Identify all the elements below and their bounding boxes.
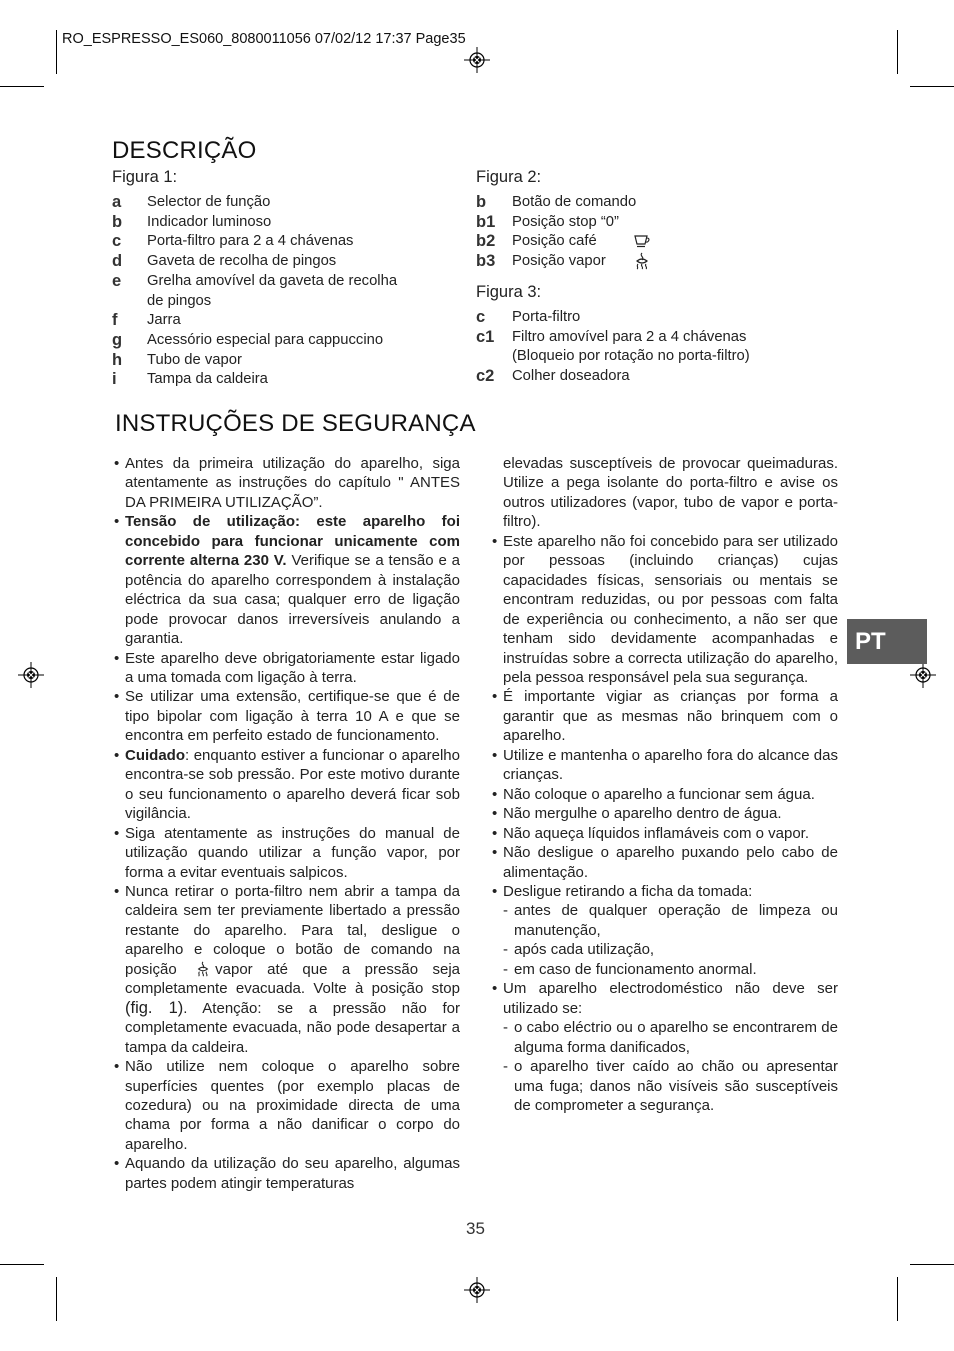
bullet-item: • Não aqueça líquidos inflamáveis com o vapor.: [492, 824, 810, 842]
bullet-item: • Nunca retirar o porta-filtro nem abrir a tampa da caldeira sem ter previamente libertado a pressão restante do aparelho. Para tal, desligue o aparelho e coloque o botão de comando na posição vapor até que a pressão seja completamente evacuada. Volte à posição stop (fig. 1). Atenção: se a pressão não for completamente evacuada, não pode desapertar a tampa da caldeira.: [114, 882, 460, 1056]
legend-key: c2: [476, 367, 495, 386]
legend-text: (Bloqueio por rotação no porta-filtro): [512, 348, 750, 365]
legend-key: b3: [476, 252, 496, 271]
bullet-item: • Aquando da utilização do seu aparelho, algumas partes podem atingir temperaturas: [114, 1155, 460, 1192]
legend-text: Gaveta de recolha de pingos: [147, 253, 337, 270]
legend-text: Jarra: [147, 312, 181, 329]
crop-mark: [897, 1277, 898, 1321]
sub-item: - em caso de funcionamento anormal.: [503, 960, 757, 978]
crop-mark: [897, 30, 898, 74]
legend-key: e: [112, 271, 122, 290]
language-tab: PT: [847, 619, 927, 664]
figure-2-legend: [476, 192, 836, 272]
legend-key: b: [112, 212, 123, 231]
legend-key: c: [112, 232, 122, 251]
bullet-item: • Não desligue o aparelho puxando pelo cabo de alimentação.: [492, 844, 838, 881]
sub-list: [492, 1018, 838, 1115]
steam-icon: [633, 252, 651, 270]
legend-key: f: [112, 311, 118, 330]
sub-item: - o aparelho tiver caído ao chão ou apresentar uma fuga; danos não visíveis são susceptíveis de comprometer a segurança.: [503, 1058, 838, 1114]
legend-key: b1: [476, 212, 496, 231]
bullet-item: • Não utilize nem coloque o aparelho sobre superfícies quentes (por exemplo placas de cozedura) ou na proximidade directa de uma chama por forma a não danificar o corpo do aparelho.: [114, 1058, 460, 1153]
crop-mark: [56, 1277, 57, 1321]
registration-mark-icon: [464, 47, 490, 73]
legend-text: Posição vapor: [512, 253, 606, 270]
sub-item: - após cada utilização,: [503, 941, 655, 959]
sub-item: - antes de qualquer operação de limpeza ou manutenção,: [503, 902, 838, 939]
figure-1-title: Figura 1:: [112, 168, 178, 186]
figure-3-title: Figura 3:: [476, 283, 542, 301]
registration-mark-icon: [18, 662, 44, 688]
crop-mark: [0, 1264, 44, 1265]
legend-key: h: [112, 350, 123, 369]
bullet-item: • Siga atentamente as instruções do manual de utilização quando utilizar a função vapor, por forma a evitar eventuais salpicos.: [114, 824, 460, 881]
bullet-item: • Cuidado: enquanto estiver a funcionar o aparelho encontra-se sob pressão. Por este motivo durante o seu funcionamento o aparelho deverá ficar sob vigilância.: [114, 746, 460, 823]
bullet-item: • Utilize e mantenha o aparelho fora do alcance das crianças.: [492, 746, 838, 784]
figure-reference: (fig. 1): [125, 998, 184, 1017]
legend-key: a: [112, 193, 122, 211]
section-title-descricao: DESCRIÇÃO: [112, 137, 257, 164]
crop-mark: [910, 1264, 954, 1265]
legend-text: Filtro amovível para 2 a 4 chávenas: [512, 328, 747, 345]
legend-text: Indicador luminoso: [147, 213, 272, 230]
section-title-seguranca: INSTRUÇÕES DE SEGURANÇA: [115, 410, 476, 437]
legend-text: Porta-filtro: [512, 309, 581, 325]
legend-key: c: [476, 308, 486, 326]
legend-text: Posição stop “0”: [512, 213, 619, 230]
registration-mark-icon: [464, 1277, 490, 1303]
steam-icon: [195, 961, 211, 977]
legend-key: d: [112, 252, 123, 271]
bullet-item: • É importante vigiar as crianças por forma a garantir que as mesmas não brinquem com o aparelho.: [492, 688, 838, 745]
legend-key: i: [112, 370, 117, 389]
legend-text: Botão de comando: [512, 194, 637, 210]
legend-text: Tubo de vapor: [147, 351, 242, 368]
safety-right-column: [492, 454, 838, 1115]
legend-text: Tampa da caldeira: [147, 371, 268, 388]
bullet-item: • Este aparelho deve obrigatoriamente estar ligado a uma tomada com ligação à terra.: [114, 649, 460, 686]
registration-mark-icon: [910, 662, 936, 688]
safety-left-column: [114, 454, 460, 1193]
crop-mark: [56, 30, 57, 74]
legend-text: Colher doseadora: [512, 368, 630, 385]
figure-3-legend: [476, 307, 836, 387]
print-header: RO_ESPRESSO_ES060_8080011056 07/02/12 17:37 Page35: [62, 31, 466, 47]
legend-text: Posição café: [512, 233, 597, 250]
legend-key: c1: [476, 327, 495, 346]
bullet-item: • Desligue retirando a ficha da tomada:: [492, 882, 753, 900]
legend-text: Grelha amovível da gaveta de recolha: [147, 272, 398, 289]
bullet-item: • Antes da primeira utilização do aparelho, siga atentamente as instruções do capítulo " ANTES DA PRIMEIRA UTILIZAÇÃO”.: [114, 455, 460, 511]
bullet-item: • Não coloque o aparelho a funcionar sem água.: [492, 785, 815, 803]
sub-item: - o cabo eléctrio ou o aparelho se encontrarem de alguma forma danificados,: [503, 1019, 838, 1056]
bullet-item: • Se utilizar uma extensão, certifique-se que é de tipo bipolar com ligação à terra 10 A e que se encontra em perfeito estado de funcionamento.: [114, 688, 460, 745]
legend-key: b: [476, 193, 487, 211]
bullet-item: • Este aparelho não foi concebido para ser utilizado por pessoas (incluindo crianças) cujas capacidades físicas, sensoriais ou mentais se encontram reduzidas, ou por pessoas com falta de experiência ou conhecimento, a não ser que tenham sido devidamente acompanhadas e instruídas sobre a correcta utilização do aparelho, pela pessoa responsável pela sua segurança.: [492, 532, 838, 686]
legend-key: b2: [476, 232, 496, 251]
crop-mark: [0, 86, 44, 87]
figure-1-legend: [112, 192, 472, 392]
page-number: 35: [466, 1219, 485, 1238]
legend-text: Selector de função: [147, 194, 271, 210]
crop-mark: [910, 86, 954, 87]
legend-text: Porta-filtro para 2 a 4 chávenas: [147, 233, 354, 250]
bullet-item: • Tensão de utilização: este aparelho foi concebido para funcionar unicamente com corrente alterna 230 V. Verifique se a tensão e a potência do aparelho correspondem à instalação eléctrica da sua casa; qualquer erro de ligação pode provocar danos irreversíveis anulando a garantia.: [114, 513, 460, 648]
legend-text: de pingos: [147, 292, 212, 309]
sub-list: [492, 901, 838, 979]
bullet-item: • Um aparelho electrodoméstico não deve ser utilizado se:: [492, 980, 838, 1017]
coffee-cup-icon: [633, 233, 651, 249]
legend-text: Acessório especial para cappuccino: [147, 331, 384, 348]
continued-paragraph: elevadas susceptíveis de provocar queimaduras. Utilize a pega isolante do porta-filtro e avise os outros utilizadores (vapor, tubo de vapor e porta-filtro).: [503, 455, 838, 531]
legend-key: g: [112, 330, 123, 349]
bullet-item: • Não mergulhe o aparelho dentro de água.: [492, 805, 782, 823]
figure-2-title: Figura 2:: [476, 168, 542, 186]
